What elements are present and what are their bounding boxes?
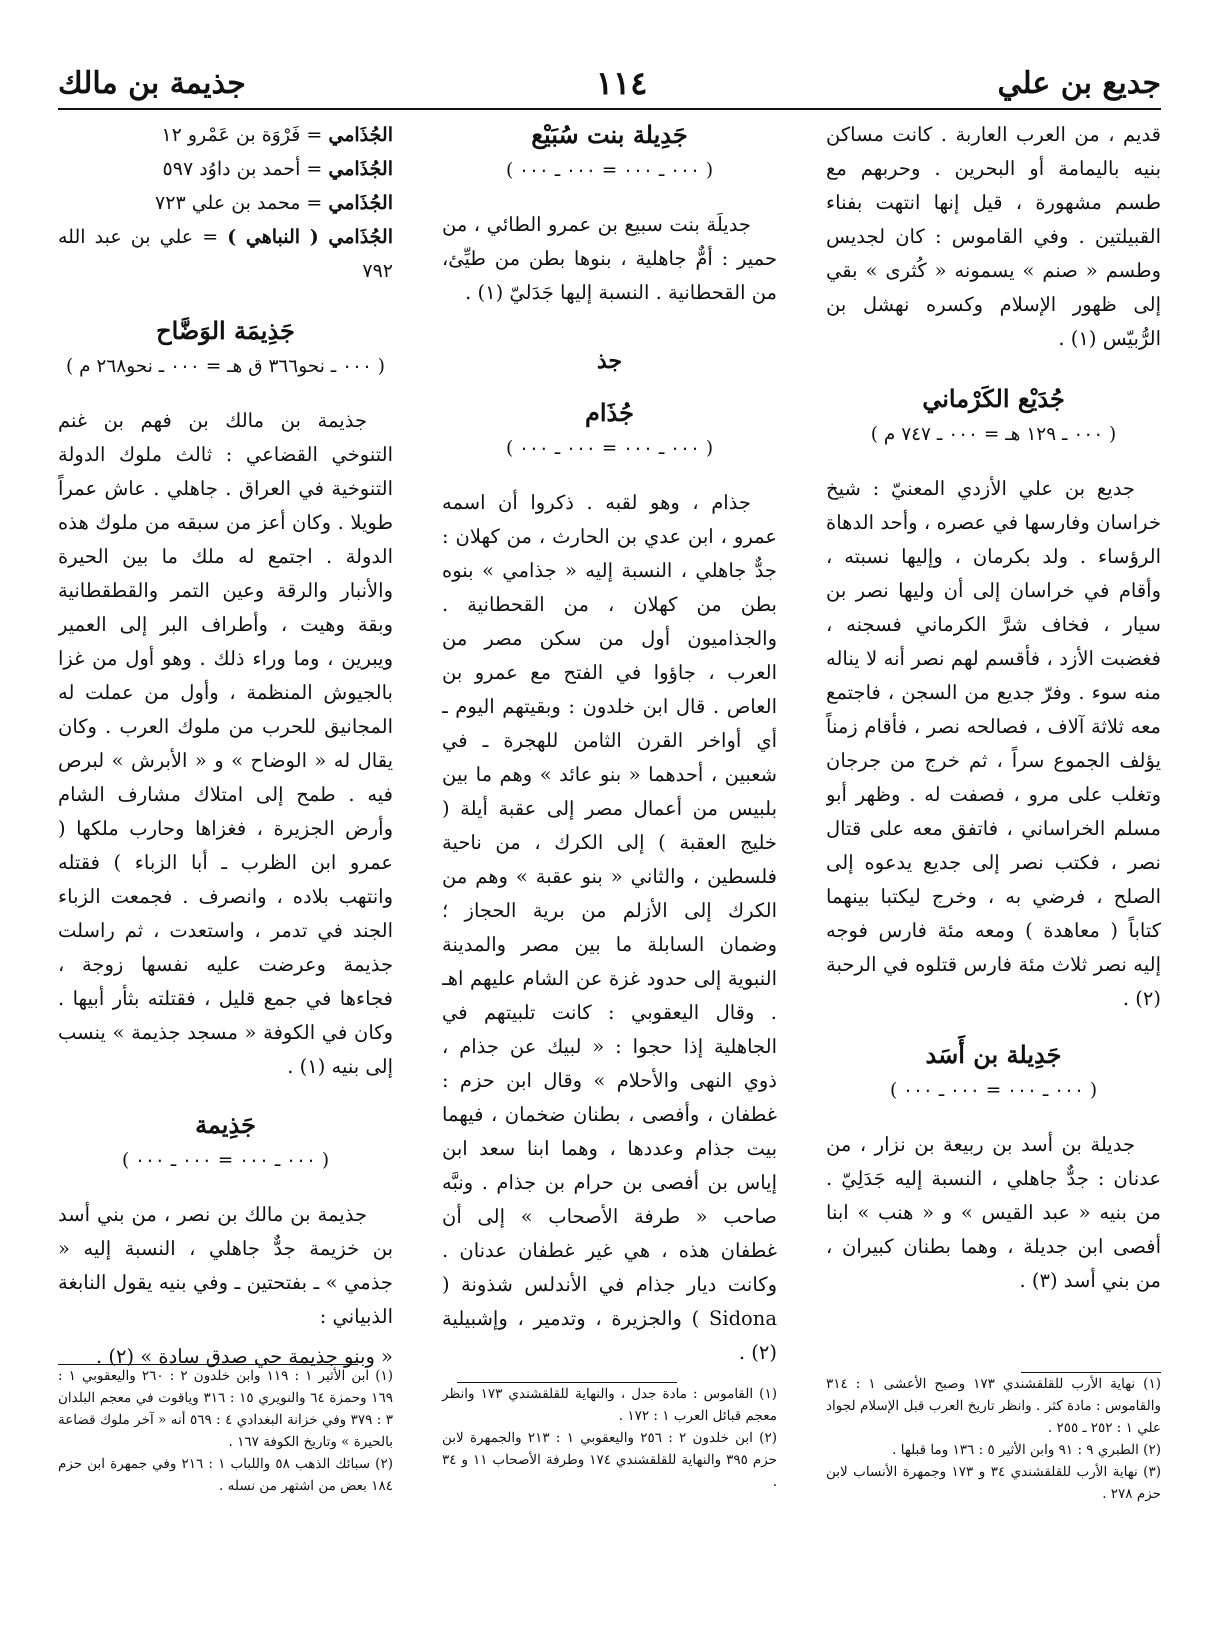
entry-title: جَذِيمة xyxy=(195,1110,256,1139)
footnotes-middle xyxy=(442,1382,777,1493)
footnote: (١) نهاية الأرب للقلقشندي ١٧٣ وصبح الأعشى ١ : ٣١٤ والقاموس : مادة كثر . وانظر تاريخ العرب قبل الإسلام لجواد علي ١ : ٢٥٢ ـ ٢٥٥ . xyxy=(826,1376,1161,1436)
footnote: (٢) الطبري ٩ : ٩١ وابن الأثير ٥ : ١٣٦ وما قبلها . xyxy=(892,1442,1161,1458)
continued-entry-text: قديم ، من العرب العاربة . كانت مساكن بنيه باليمامة أو البحرين . وحربهم مع طسم مشهورة ، قيل إنها انتهت بفناء القبيلتين . وفي القاموس : كان لجديس وطسم « صنم » يسمونه « كُثرى » بقي إلى ظهور الإسلام وكسره نهشل بن الرُّبيّس (١) . xyxy=(826,123,1161,350)
entry-dates: ( ٠٠٠ ـ ٠٠٠ = ٠٠٠ ـ ٠٠٠ ) xyxy=(505,160,714,181)
page-number: ١١٤ xyxy=(595,64,648,102)
entry-title: جَذِيمَة الوَضَّاح xyxy=(156,316,295,345)
section-letter-heading: جذ xyxy=(596,348,623,374)
footnote: (١) القاموس : مادة جدل ، والنهاية للقلقشندي ١٧٣ وانظر معجم قبائل العرب ١ : ١٧٢ . xyxy=(442,1386,777,1424)
entry-title: جُذَام xyxy=(585,398,634,427)
header-right-title: جديع بن علي xyxy=(997,65,1161,101)
entry-text: جديع بن علي الأزدي المعنيّ : شيخ خراسان وفارسها في عصره ، وأحد الدهاة الرؤساء . ولد بكرمان ، وإليها نسبته ، وأقام في خراسان إلى أن وليها نصر بن سيار ، فخاف شرَّ الكرماني فسجنه ، فغضبت الأزد ، فأقسم لهم نصر أنه لا يناله منه سوء . وفرّ جديع من السجن ، فاجتمع معه ثلاثة آلاف ، فصالحه نصر ، فأقام زمناً يؤلف الجموع سراً ، ثم خرج من جرجان وتغلب على مرو ، فصفت له . وظهر أبو مسلم الخراساني ، فاتفق معه على قتال نصر ، فكتب نصر إلى جديع يدعوه إلى الصلح ، فرضي به ، وخرج ليكتبا بينهما كتاباً ( معاهدة ) ومعه مئة فارس فوجه إليه نصر ثلاث مئة فارس قتلوه في الرحبة (٢) . xyxy=(826,477,1161,1010)
footnotes-right xyxy=(826,1372,1161,1505)
footnote: (٢) سبائك الذهب ٥٨ واللباب ١ : ٢١٦ وفي جمهرة ابن حزم ١٨٤ بعض من اشتهر من نسله . xyxy=(58,1456,393,1494)
nisba-reference: الجُذَامي = محمد بن علي ٧٢٣ xyxy=(155,192,393,214)
nisba-reference: الجُذَامي = أحمد بن داوُد ٥٩٧ xyxy=(162,158,393,180)
nisba-reference: الجُذَامي = فَرْوَة بن عَمْرو ١٢ xyxy=(161,124,393,146)
footnotes-left xyxy=(58,1364,393,1497)
entry-text: جذام ، وهو لقبه . ذكروا أن اسمه عمرو ، ابن عدي بن الحارث ، من كهلان : جدٌّ جاهلي ، النسبة إليه « جذامي » بنوه بطن من كهلان ، من القحطانية . والجذاميون أول من سكن مصر من العرب ، جاؤوا في الفتح مع عمرو بن العاص . قال ابن خلدون : وبقيتهم اليوم ـ أي أواخر القرن الثامن للهجرة ـ في شعبين ، أحدهما « بنو عائد » وهم ما بين بلبيس من أعمال مصر إلى عقبة أيلة ( خليج العقبة ) إلى الكرك ، من ناحية فلسطين ، والثاني « بنو عقبة » وهم من الكرك إلى الأزلم من برية الحجاز ؛ وضمان السابلة ما بين مصر والمدينة النبوية إلى حدود غزة عن الشام عليهم اهـ . وقال اليعقوبي : كانت تلبيتهم في الجاهلية إذا حجوا : « لبيك عن جذام ، ذوي النهى والأحلام » وقال ابن حزم : غطفان ، وأفصى ، بطنان ضخمان ، فيهما بيت جذام وعددها ، وهما ابنا سعد ابن إياس بن أفصى بن حرام بن جذام . ونبَّه صاحب « طرفة الأصحاب » إلى أن غطفان هذه ، هي غير غطفان عدنان . وكانت ديار جذام في الأندلس شذونة ( Sidona ) والجزيرة ، وتدمير ، وإشبيلية (٢) . xyxy=(442,491,777,1364)
entry-dates: ( ٠٠٠ ـ ٠٠٠ = ٠٠٠ ـ ٠٠٠ ) xyxy=(505,438,714,459)
footnote: (١) ابن الأثير ١ : ١١٩ وابن خلدون ٢ : ٢٦٠ واليعقوبي ١ : ١٦٩ وحمزة ٦٤ والنويري ١٥ : ٣١٦ وياقوت في معجم البلدان ٣ : ٣٧٩ وفي خزانة البغدادي ٤ : ٥٦٩ أنه « آخر ملوك قضاعة بالحيرة » وتاريخ الكوفة ١٦٧ . xyxy=(58,1368,394,1450)
nisba-reference: الجُذَامي ( النباهي ) = علي بن عبد الله ٧٩٢ xyxy=(58,226,393,282)
entry-dates: ( ٠٠٠ ـ ٠٠٠ = ٠٠٠ ـ ٠٠٠ ) xyxy=(889,1080,1098,1101)
entry-dates: ( ٠٠٠ ـ نحو٣٦٦ ق هـ = ٠٠٠ ـ نحو٢٦٨ م ) xyxy=(65,356,386,377)
footnote: (٣) نهاية الأرب للقلقشندي ٣٤ و ١٧٣ وجمهرة الأنساب لابن حزم ٢٧٨ . xyxy=(826,1464,1161,1502)
page-header xyxy=(58,58,1161,110)
footnote: (٢) ابن خلدون ٢ : ٢٥٦ واليعقوبي ١ : ٢١٣ والجمهرة لابن حزم ٣٩٥ والنهاية للقلقشندي ١٧٤ وطرفة الأصحاب ١١ و ٣٤ . xyxy=(442,1430,777,1490)
entry-dates: ( ٠٠٠ ـ ٠٠٠ = ٠٠٠ ـ ٠٠٠ ) xyxy=(121,1150,330,1171)
entry-title: جَدِيلة بن أَسَد xyxy=(925,1040,1062,1069)
entry-dates: ( ٠٠٠ ـ ١٢٩ هـ = ٠٠٠ ـ ٧٤٧ م ) xyxy=(870,424,1117,445)
header-left-title: جذيمة بن مالك xyxy=(58,65,246,101)
entry-text: جديلَة بنت سبيع بن عمرو الطائي ، من حمير : أمٌّ جاهلية ، بنوها بطن من طيِّئ، من القحطانية . النسبة إليها جَدَليّ (١) . xyxy=(442,213,777,304)
verse-quote: « وبنو جذيمة حي صدق سادة » (٢) . xyxy=(95,1345,393,1368)
entry-text: جذيمة بن مالك بن فهم بن غنم التنوخي القضاعي : ثالث ملوك الدولة التنوخية في العراق . جاهلي . عاش عمراً طويلا . وكان أعز من سبقه من ملوك هذه الدولة . اجتمع له ملك ما بين الحيرة والأنبار والرقة وعين التمر والقطقطانية وبقة وهيت ، وأطراف البر إلى العمير ويبرين ، وما وراء ذلك . وهو أول من غزا بالجيوش المنظمة ، وأول من عملت له المجانيق للحرب من ملوك العرب . وكان يقال له « الوضاح » و « الأبرش » لبرص فيه . طمح إلى امتلاك مشارف الشام وأرض الجزيرة ، فغزاها وحارب ملكها ( عمرو ابن الظرب ـ أبا الزباء ) فقتله وانتهب بلاده ، وانصرف . فجمعت الزباء الجند في تدمر ، واستعدت ، ثم راسلت جذيمة وعرضت عليه نفسها زوجة ، فجاءها في جمع قليل ، فقتلته بثأر أبيها . وكان في الكوفة « مسجد جذيمة » ينسب إلى بنيه (١) . xyxy=(58,409,393,1078)
entry-title: جُدَيْع الكَرْماني xyxy=(922,384,1065,413)
entry-text: جذيمة بن مالك بن نصر ، من بني أسد بن خزيمة جدٌّ جاهلي ، النسبة إليه « جذمي » ـ بفتحتين ـ وفي بنيه يقول النابغة الذبياني : xyxy=(58,1203,393,1328)
entry-text: جديلة بن أسد بن ربيعة بن نزار ، من عدنان : جدٌّ جاهلي ، النسبة إليه جَدَلِيّ . من بنيه « عبد القيس » و « هنب » ابنا أفصى ابن جديلة ، وهما بطنان كبيران ، من بني أسد (٣) . xyxy=(826,1133,1161,1292)
entry-title: جَدِيلة بنت سُبَيْع xyxy=(531,120,688,149)
